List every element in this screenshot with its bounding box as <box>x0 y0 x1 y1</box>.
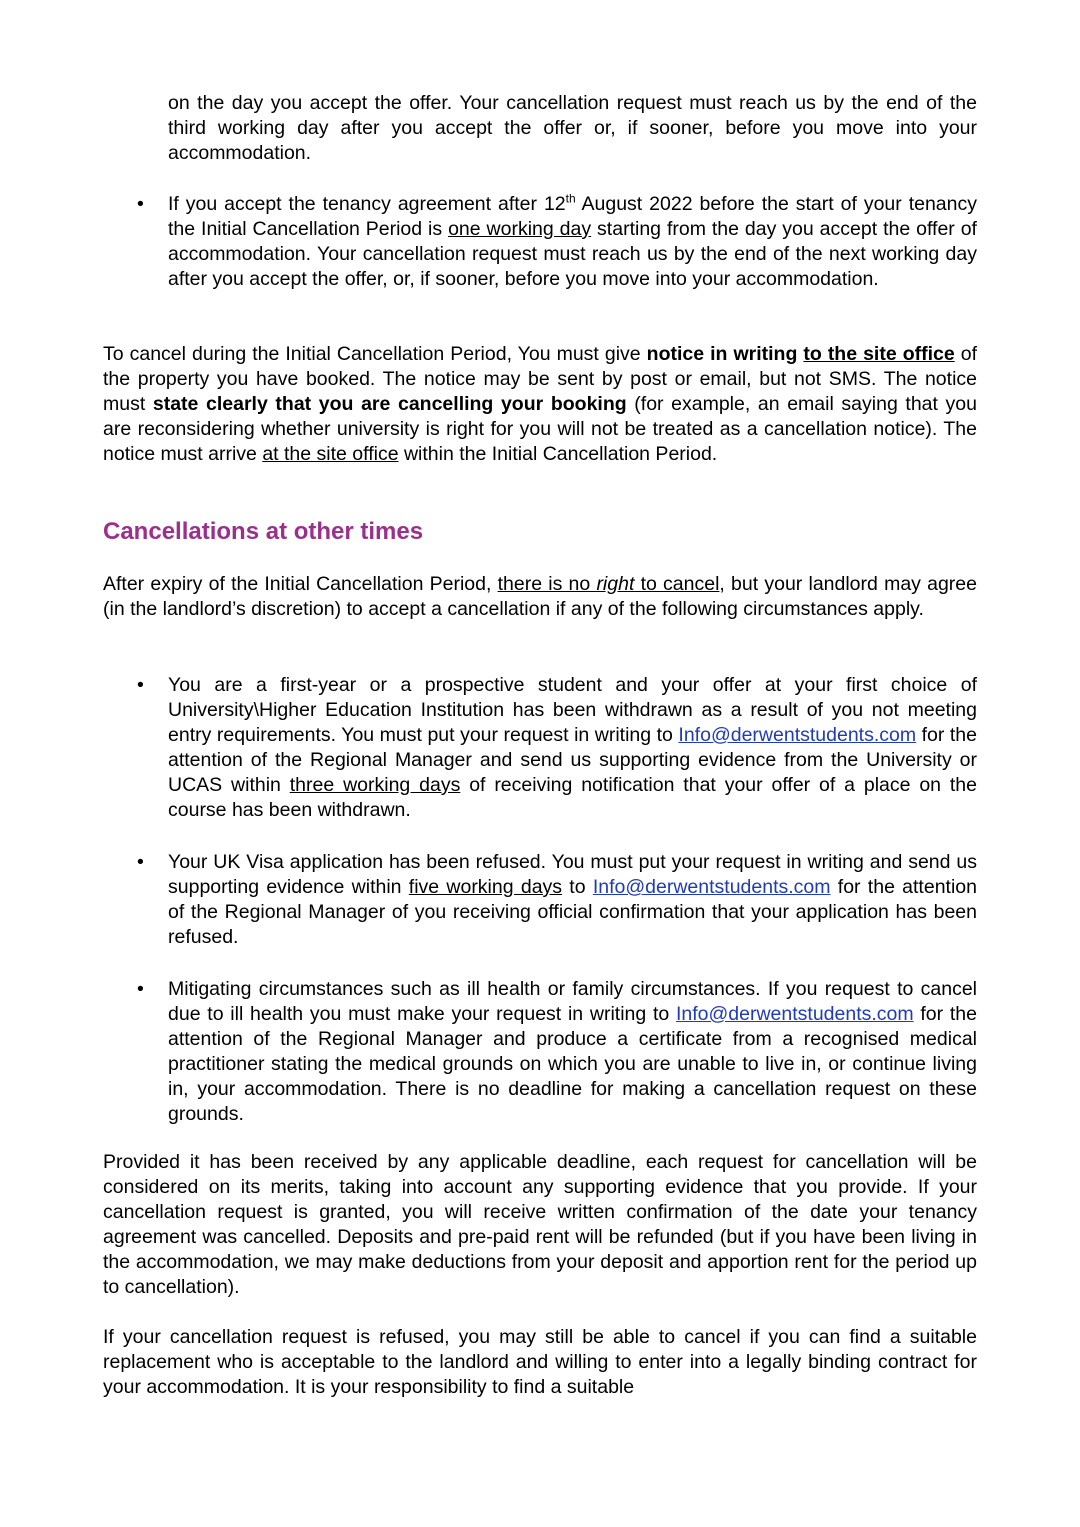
bullet-marker: • <box>137 978 144 1000</box>
paragraph-top-continuation: on the day you accept the offer. Your cancellation request must reach us by the end of the third working day after you accept the offer or, if sooner, before you move into your accommodation. <box>168 92 977 164</box>
section-heading: Cancellations at other times <box>103 518 424 545</box>
email-link[interactable]: Info@derwentstudents.com <box>592 876 831 898</box>
bullet-mitigating-circumstances: Mitigating circumstances such as ill health or family circumstances. If you request to cancel due to ill health you must make your request in writing to Info@derwentstudents.com for the attention of the Regional Manager and produce a certificate from a recognised medical practitioner stating the medical grounds on which you are unable to live in, or continue living in, your accommodation. There is no deadline for making a cancellation request on these grounds. <box>168 978 977 1125</box>
bullet-marker: • <box>137 674 144 696</box>
paragraph-refused: If your cancellation request is refused, you may still be able to cancel if you can find a suitable replacement who is acceptable to the landlord and willing to enter into a legally binding contract for your accommodation. It is your responsibility to find a suitable <box>103 1326 977 1398</box>
bullet-offer-withdrawn: You are a first-year or a prospective student and your offer at your first choice of University\Higher Education Institution has been withdrawn as a result of you not meeting entry requirements. You must put your request in writing to Info@derwentstudents.com for the attention of the Regional Manager and send us supporting evidence from the University or UCAS within three working days of receiving notification that your offer of a place on the course has been withdrawn. <box>168 674 977 821</box>
bullet-visa-refused: Your UK Visa application has been refused. You must put your request in writing and send us supporting evidence within five working days to Info@derwentstudents.com for the attention of the Regional Manager of you receiving official confirmation that your application has been refused. <box>168 851 977 948</box>
bullet-marker: • <box>137 851 144 873</box>
bullet-late-acceptance: If you accept the tenancy agreement after 12th August 2022 before the start of your tenancy the Initial Cancellation Period is one working day starting from the day you accept the offer of accommodation. Your cancellation request must reach us by the end of the next working day after you accept the offer, or, if sooner, before you move into your accommodation. <box>168 191 977 290</box>
email-link[interactable]: Info@derwentstudents.com <box>675 1003 914 1025</box>
paragraph-cancel-notice: To cancel during the Initial Cancellation Period, You must give notice in writing to the site office of the property you have booked. The notice may be sent by post or email, but not SMS. The notice must state clearly that you are cancelling your booking (for example, an email saying that you are reconsidering whether university is right for you will not be treated as a cancellation notice). The notice must arrive at the site office within the Initial Cancellation Period. <box>103 343 977 465</box>
email-link[interactable]: Info@derwentstudents.com <box>678 724 917 746</box>
bullet-marker: • <box>137 193 144 215</box>
paragraph-provided: Provided it has been received by any applicable deadline, each request for cancellation will be considered on its merits, taking into account any supporting evidence that you provide. If your cancellation request is granted, you will receive written confirmation of the date your tenancy agreement was cancelled. Deposits and pre-paid rent will be refunded (but if you have been living in the accommodation, we may make deductions from your deposit and apportion rent for the period up to cancellation). <box>103 1151 977 1298</box>
paragraph-after-expiry: After expiry of the Initial Cancellation Period, there is no right to cancel, but your landlord may agree (in the landlord’s discretion) to accept a cancellation if any of the following circumstances apply. <box>103 573 977 620</box>
